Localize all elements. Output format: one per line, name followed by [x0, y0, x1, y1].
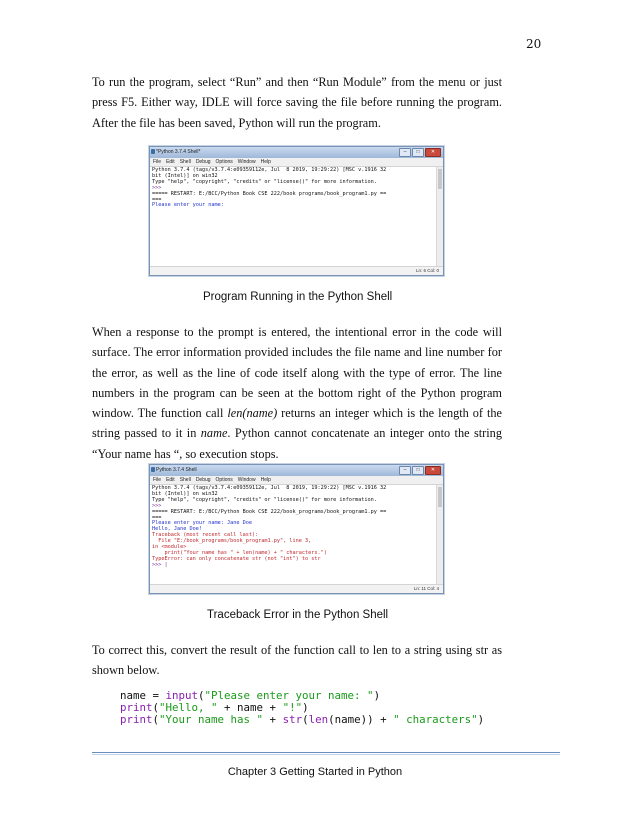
shell-line: Type "help", "copyright", "credits" or "license()" for more information. [152, 178, 377, 185]
status-bar [150, 266, 443, 275]
menu-options: Options [215, 159, 233, 165]
menu-edit: Edit [166, 477, 175, 483]
menu-help: Help [260, 159, 271, 165]
menu-options: Options [215, 477, 233, 483]
scrollbar [436, 485, 443, 584]
menu-file: File [153, 477, 162, 483]
window-title: *Python 3.7.4 Shell* [156, 149, 201, 155]
menu-help: Help [260, 477, 271, 483]
shell-prompt: >>> [152, 184, 165, 191]
shell-line: Python 3.7.4 (tags/v3.7.4:e09359112e, Jul 8 2019, 19:29:22) [MSC v.1916 32 [152, 485, 390, 491]
menu-debug: Debug [195, 159, 211, 165]
close-icon: ✕ [425, 466, 441, 475]
scrollbar [436, 167, 443, 266]
shell-line: === [152, 514, 162, 521]
status-bar [150, 584, 443, 593]
code-line-2: print("Hello, " + name + "!") [120, 701, 309, 714]
caption-program-running: Program Running in the Python Shell [203, 291, 393, 303]
footer-rule-shadow [92, 754, 560, 755]
menu-shell: Shell [179, 159, 191, 165]
code-line-3: print("Your name has " + str(len(name)) + " characters") [120, 713, 485, 726]
shell-output-line: Hello, Jane Doe! [152, 526, 202, 533]
window-titlebar [150, 147, 443, 158]
shell-prompt: >>> | [152, 561, 168, 568]
shell-input-prompt: Please enter your name: Jane Doe [152, 520, 252, 527]
cursor-position: Ln: 6 Col: 0 [415, 268, 439, 273]
menu-file: File [153, 159, 162, 165]
shell-line: === [152, 196, 162, 203]
python-icon [151, 467, 155, 472]
shell-line: ===== RESTART: E:/BCC/Python Book CSE 222/book programs/book_program1.py == [152, 190, 387, 197]
menu-window: Window [237, 159, 256, 165]
python-icon [151, 149, 155, 154]
minimize-icon: – [399, 148, 411, 157]
traceback-line: in <module> [152, 544, 187, 551]
traceback-line: TypeError: can only concatenate str (not "int") to str [152, 555, 321, 562]
paragraph-run-program: To run the program, select “Run” and then “Run Module” from the menu or just press F5. Either way, IDLE will force saving the file before running the program. After the file has been saved, Python will run the program. [92, 75, 502, 130]
shell-line: Python 3.7.4 (tags/v3.7.4:e09359112e, Jul 8 2019, 19:29:22) [MSC v.1916 32 [152, 167, 390, 173]
window-title: Python 3.7.4 Shell [156, 467, 197, 473]
maximize-icon: □ [412, 148, 424, 157]
menu-bar [150, 476, 443, 485]
shell-line: ===== RESTART: E:/BCC/Python Book CSE 222/book_programs/book_program1.py == [152, 508, 387, 515]
inline-arg-name: name [200, 426, 228, 441]
caption-traceback-error: Traceback Error in the Python Shell [207, 609, 389, 621]
close-icon: ✕ [425, 148, 441, 157]
menu-window: Window [237, 477, 256, 483]
traceback-line: print("Your name has " + len(name) + " characters.") [152, 549, 327, 556]
shell-output [150, 167, 443, 210]
menu-shell: Shell [179, 477, 191, 483]
maximize-icon: □ [412, 466, 424, 475]
python-shell-window-traceback [149, 464, 444, 594]
menu-debug: Debug [195, 477, 211, 483]
inline-func-len: len(name) [227, 406, 278, 421]
python-shell-window-running [149, 146, 444, 276]
shell-line: bit (Intel)] on win32 [152, 172, 218, 179]
footer-chapter-title: Chapter 3 Getting Started in Python [227, 766, 403, 778]
window-titlebar [150, 465, 443, 476]
code-line-1: name = input("Please enter your name: ") [120, 689, 381, 702]
traceback-line: Traceback (most recent call last): [152, 532, 259, 539]
menu-bar [150, 158, 443, 167]
cursor-position: Ln: 11 Col: 4 [413, 586, 439, 591]
menu-edit: Edit [166, 159, 175, 165]
paragraph-correction: To correct this, convert the result of the function call to len to a string using str as shown below. [92, 643, 502, 678]
paragraph-error-explanation: When a response to the prompt is entered, the intentional error in the code will surface. The error information provided includes the file name and line number for the error, as well as the line of code itself along with the type of error. The line numbers in the program can be seen at the bottom right of the Python program window. The function call len(name) returns an integer which is the length of the string passed to it in name. Python cannot concatenate an integer onto the string “Your name has “, so execution stops. [92, 325, 502, 461]
minimize-icon: – [399, 466, 411, 475]
page-number: 20 [526, 37, 542, 51]
shell-prompt: >>> [152, 502, 165, 509]
footer-rule [92, 752, 560, 753]
shell-line: bit (Intel)] on win32 [152, 490, 218, 497]
shell-line: Type "help", "copyright", "credits" or "license()" for more information. [152, 496, 377, 503]
traceback-line: File "E:/book_programs/book_program1.py", line 3, [152, 538, 312, 545]
shell-input-prompt: Please enter your name: [152, 202, 227, 209]
shell-output [150, 485, 443, 570]
